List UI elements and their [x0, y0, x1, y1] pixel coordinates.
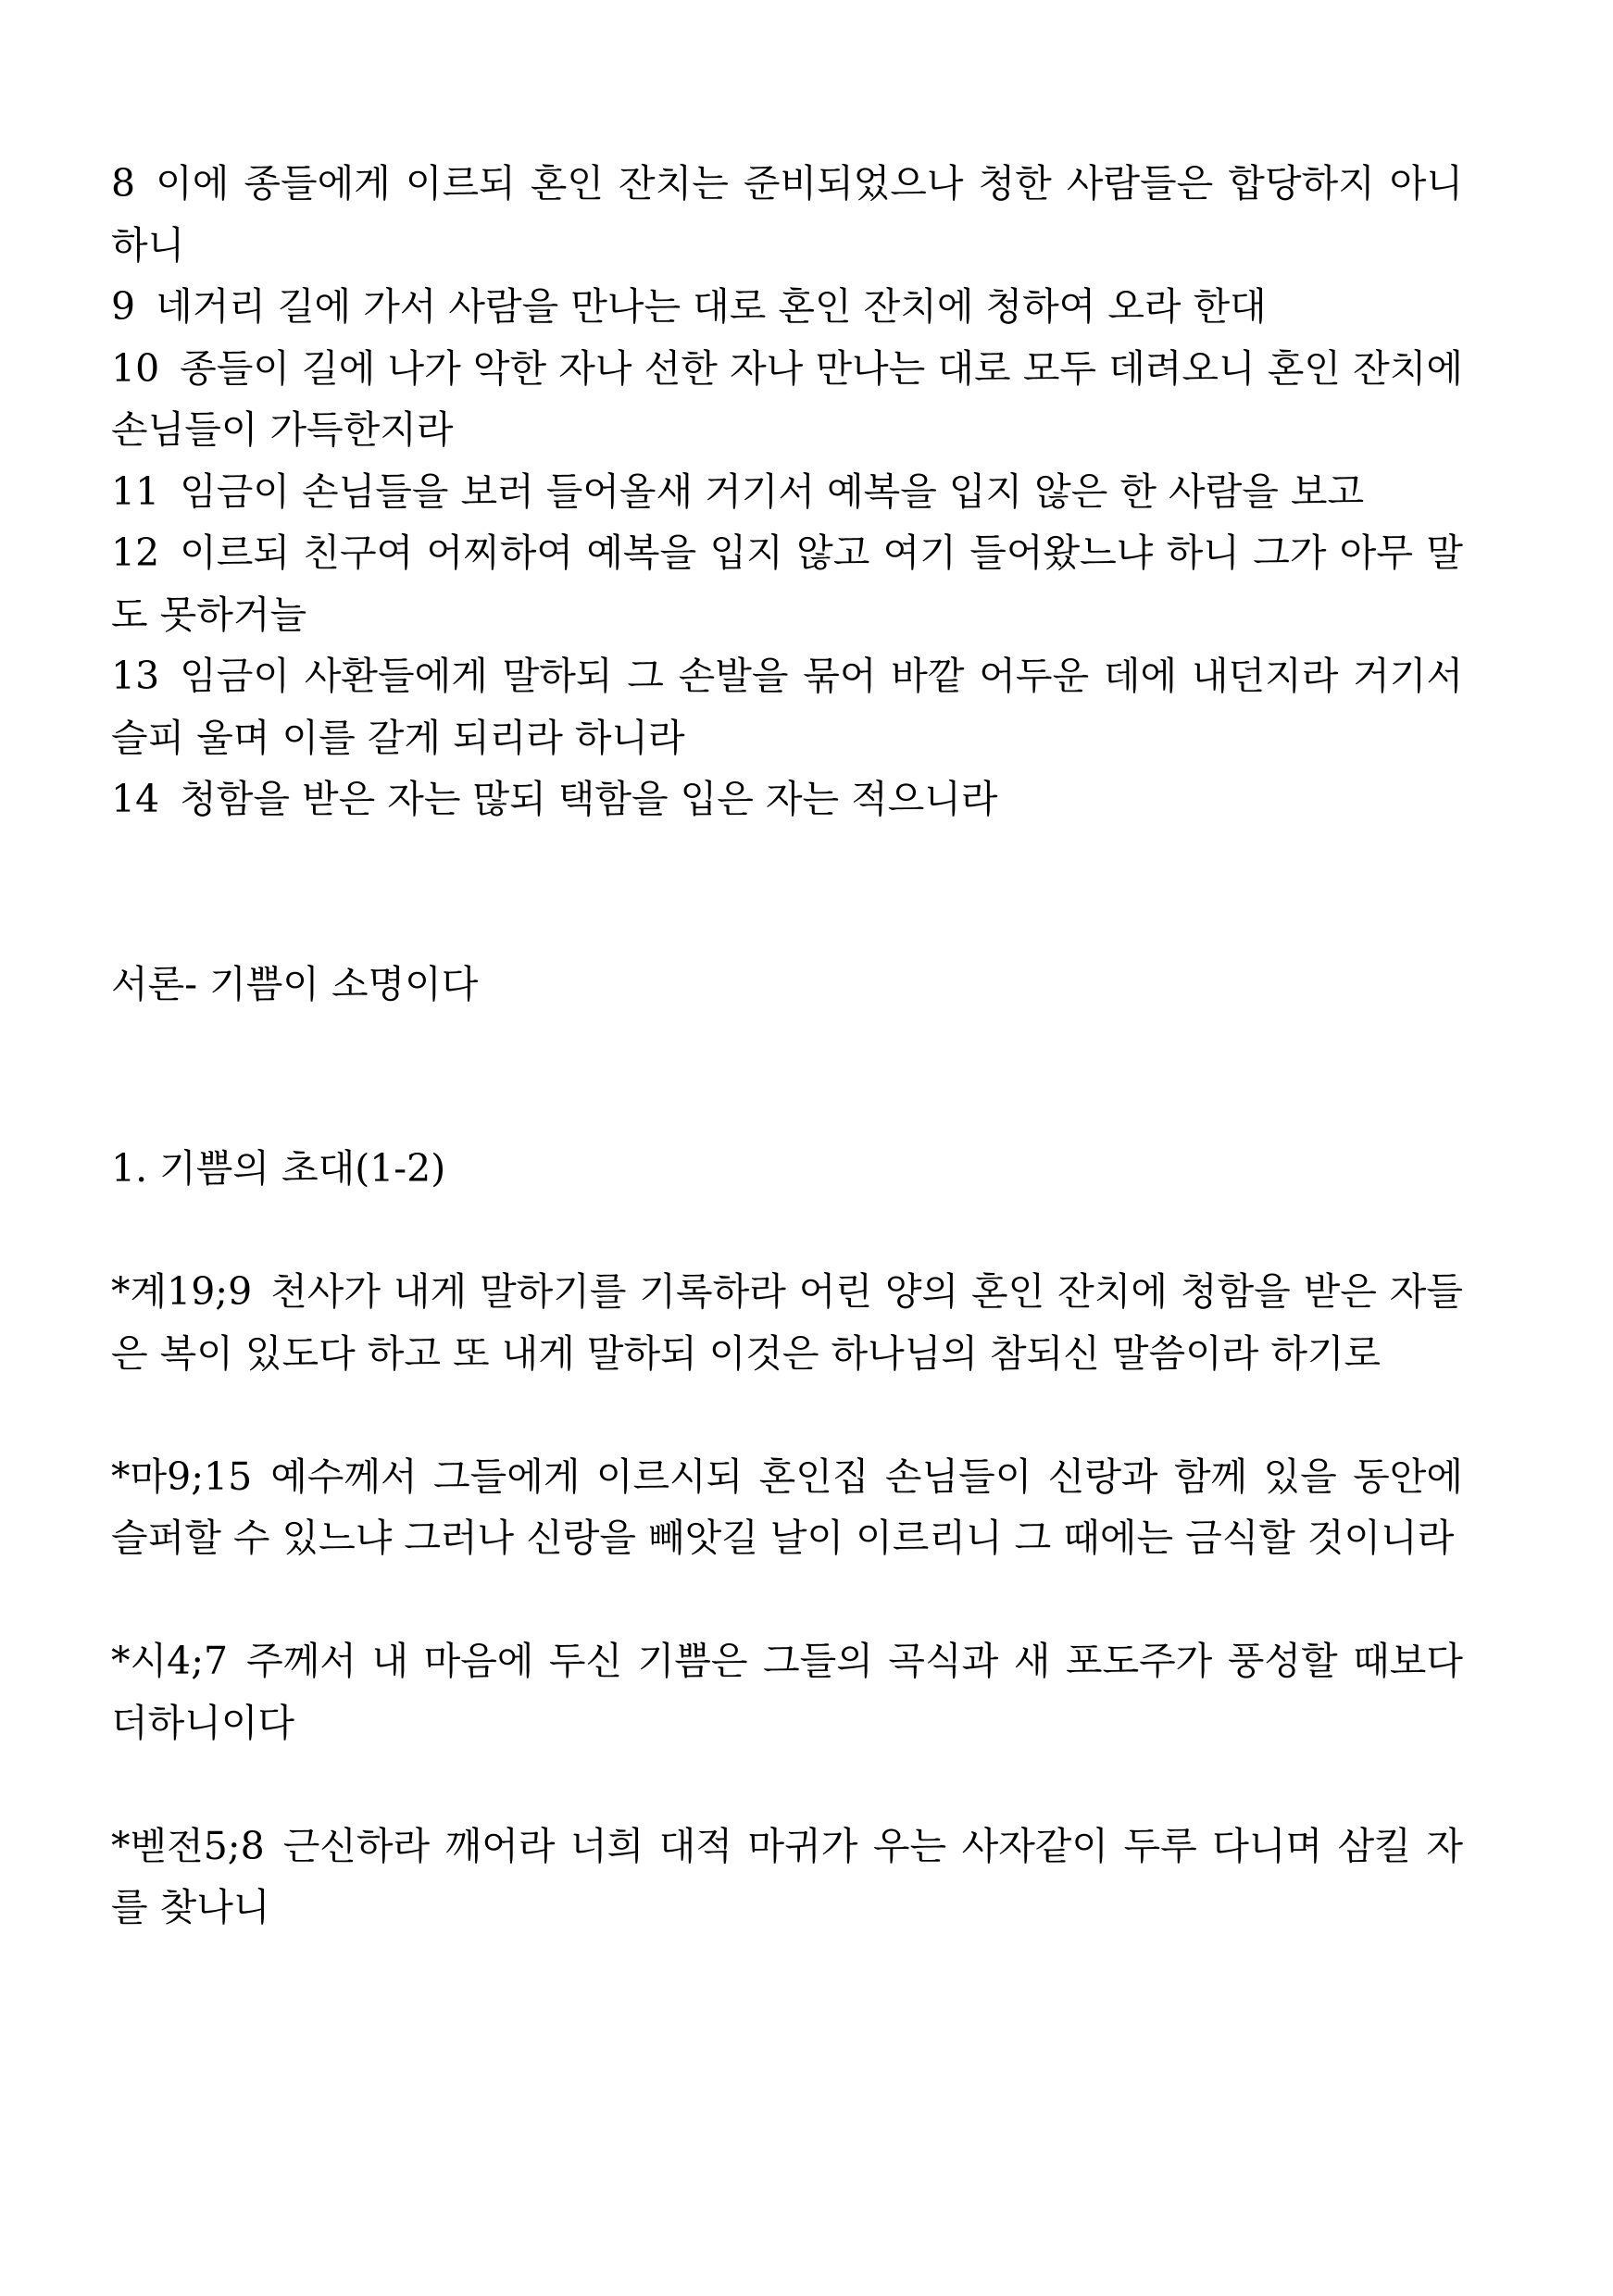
- spacer: [111, 1200, 1463, 1262]
- quote-reference: *마9;15: [111, 1454, 253, 1499]
- section-1-heading: 1. 기쁨의 초대(1-2): [111, 1146, 446, 1191]
- quote-text: 천사가 내게 말하기를 기록하라 어린 양의 혼인 잔치에 청함을 받은 자들은 복이 있도다 하고 또 내게 말하되 이것은 하나님의 참되신 말씀이라 하기로: [111, 1269, 1463, 1376]
- spacer: [111, 830, 1463, 954]
- intro-heading: 서론- 기쁨이 소명이다: [111, 961, 479, 1006]
- quote-text: 근신하라 깨어라 너희 대적 마귀가 우는 사자같이 두루 다니며 삼킬 자를 찾나니: [111, 1823, 1463, 1929]
- verse-text: 이에 종들에게 이르되 혼인 잔치는 준비되었으나 청한 사람들은 합당하지 아니하니: [111, 161, 1463, 268]
- quote-matt-9-15: [111, 1446, 1463, 1569]
- quote-text: 주께서 내 마음에 두신 기쁨은 그들의 곡식과 새 포도주가 풍성할 때보다 더하니이다: [111, 1639, 1463, 1745]
- quote-reference: *벧전5;8: [111, 1823, 265, 1868]
- quote-ps-4-7: [111, 1630, 1463, 1753]
- quote-reference: *계19;9: [111, 1269, 253, 1314]
- quote-1pet-5-8: [111, 1816, 1463, 1939]
- verse-number: 8: [111, 161, 136, 206]
- quote-text: 예수께서 그들에게 이르시되 혼인집 손님들이 신랑과 함께 있을 동안에 슬퍼할 수 있느냐 그러나 신랑을 빼앗길 날이 이르리니 그 때에는 금식할 것이니라: [111, 1454, 1463, 1560]
- document-body: [111, 153, 1463, 1939]
- verse-12: [111, 522, 1463, 645]
- verse-number: 9: [111, 284, 136, 329]
- verse-text: 종들이 길에 나가 악한 자나 선한 자나 만나는 대로 모두 데려오니 혼인 잔치에 손님들이 가득한지라: [111, 345, 1463, 452]
- verse-13: [111, 645, 1463, 768]
- verse-10: [111, 338, 1463, 461]
- verse-11: [111, 461, 1463, 523]
- verse-number: 11: [111, 468, 160, 514]
- verse-text: 임금이 사환들에게 말하되 그 손발을 묶어 바깥 어두운 데에 내던지라 거기서 슬피 울며 이를 갈게 되리라 하니라: [111, 654, 1463, 760]
- verse-number: 14: [111, 777, 160, 821]
- verse-number: 12: [111, 530, 160, 575]
- verse-number: 10: [111, 345, 160, 391]
- spacer: [111, 1753, 1463, 1816]
- verse-text: 청함을 받은 자는 많되 택함을 입은 자는 적으니라: [180, 777, 998, 821]
- verse-9: [111, 276, 1463, 338]
- spacer: [111, 1569, 1463, 1631]
- quote-rev-19-9: [111, 1261, 1463, 1384]
- verse-text: 임금이 손님들을 보러 들어올새 거기서 예복을 입지 않은 한 사람을 보고: [180, 468, 1365, 514]
- verse-number: 13: [111, 654, 160, 698]
- verse-14: [111, 768, 1463, 830]
- quote-reference: *시4;7: [111, 1639, 229, 1683]
- verse-text: 네거리 길에 가서 사람을 만나는 대로 혼인 잔치에 청하여 오라 한대: [156, 284, 1267, 329]
- spacer: [111, 1384, 1463, 1446]
- verse-text: 이르되 친구여 어찌하여 예복을 입지 않고 여기 들어왔느냐 하니 그가 아무 말도 못하거늘: [111, 530, 1463, 637]
- spacer: [111, 1015, 1463, 1138]
- verse-8: [111, 153, 1463, 276]
